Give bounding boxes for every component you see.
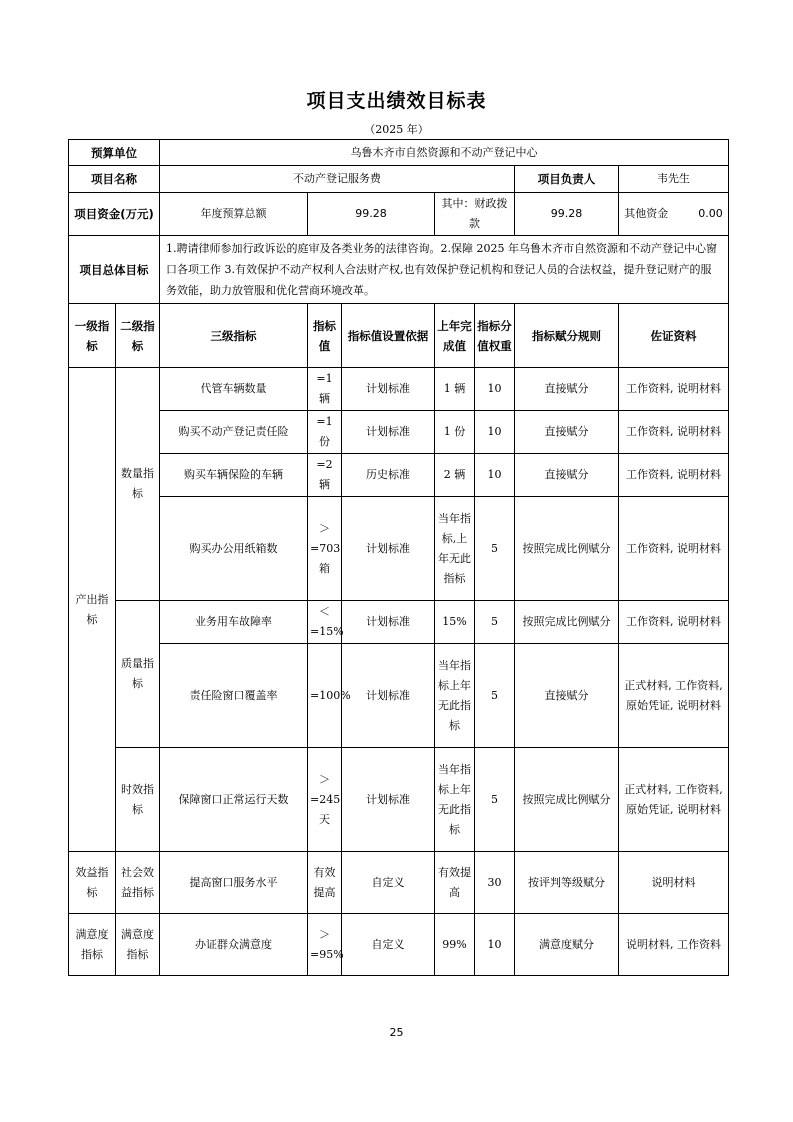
group-benefit: 效益指标 <box>69 852 116 914</box>
indicator-name: 责任险窗口覆盖率 <box>160 644 308 748</box>
other-funds-label: 其他资金 <box>624 207 669 220</box>
indicator-weight: 10 <box>475 454 515 497</box>
project-owner-value: 韦先生 <box>619 166 729 193</box>
indicator-last: 1 辆 <box>435 368 475 411</box>
project-name-value: 不动产登记服务费 <box>160 166 515 193</box>
fiscal-value: 99.28 <box>515 193 619 236</box>
indicator-value: =1 辆 <box>308 368 342 411</box>
group-satisfaction: 满意度指标 <box>69 914 116 976</box>
indicator-name: 购买办公用纸箱数 <box>160 497 308 601</box>
group-timeliness: 时效指标 <box>116 748 160 852</box>
indicator-value: =2 辆 <box>308 454 342 497</box>
indicator-weight: 5 <box>475 497 515 601</box>
indicator-rule: 直接赋分 <box>515 411 619 454</box>
indicator-value: =1 份 <box>308 411 342 454</box>
header-level3: 三级指标 <box>160 304 308 368</box>
indicator-weight: 10 <box>475 411 515 454</box>
indicator-rule: 按照完成比例赋分 <box>515 497 619 601</box>
indicator-evidence: 说明材料, 工作资料 <box>619 914 729 976</box>
indicator-value: ＞=245 天 <box>308 748 342 852</box>
funds-label: 项目资金(万元) <box>69 193 160 236</box>
indicator-rule: 按照完成比例赋分 <box>515 748 619 852</box>
group-social-benefit: 社会效益指标 <box>116 852 160 914</box>
project-owner-label: 项目负责人 <box>515 166 619 193</box>
indicator-weight: 5 <box>475 601 515 644</box>
indicator-name: 保障窗口正常运行天数 <box>160 748 308 852</box>
indicator-evidence: 工作资料, 说明材料 <box>619 368 729 411</box>
overall-goal-label: 项目总体目标 <box>69 236 160 304</box>
indicator-rule: 直接赋分 <box>515 644 619 748</box>
annual-budget-value: 99.28 <box>308 193 435 236</box>
indicator-value: =100% <box>308 644 342 748</box>
fiscal-label: 其中：财政拨款 <box>435 193 515 236</box>
indicator-basis: 计划标准 <box>342 748 435 852</box>
indicator-basis: 计划标准 <box>342 368 435 411</box>
other-funds-amount: 0.00 <box>698 207 723 220</box>
indicator-basis: 计划标准 <box>342 601 435 644</box>
indicator-rule: 直接赋分 <box>515 368 619 411</box>
indicator-basis: 历史标准 <box>342 454 435 497</box>
header-level2: 二级指标 <box>116 304 160 368</box>
page-number: 25 <box>389 1026 404 1039</box>
indicator-name: 购买不动产登记责任险 <box>160 411 308 454</box>
indicator-name: 办证群众满意度 <box>160 914 308 976</box>
overall-goal-text: 1.聘请律师参加行政诉讼的庭审及各类业务的法律咨询。2.保障 2025 年乌鲁木齐市自然资源和不动产登记中心窗口各项工作 3.有效保护不动产权利人合法财产权,也有效保护登记机构和登记人员的合法权益，提升登记财产的服务效能，助力放管服和优化营商环境改革。 <box>160 236 729 304</box>
indicator-last: 1 份 <box>435 411 475 454</box>
indicator-evidence: 工作资料, 说明材料 <box>619 411 729 454</box>
indicator-evidence: 工作资料, 说明材料 <box>619 601 729 644</box>
header-value: 指标值 <box>308 304 342 368</box>
indicator-rule: 按评判等级赋分 <box>515 852 619 914</box>
annual-budget-label: 年度预算总额 <box>160 193 308 236</box>
indicator-name: 代管车辆数量 <box>160 368 308 411</box>
indicator-basis: 自定义 <box>342 914 435 976</box>
indicator-basis: 计划标准 <box>342 411 435 454</box>
other-funds-value <box>619 193 729 236</box>
performance-table <box>68 139 729 976</box>
indicator-name: 购买车辆保险的车辆 <box>160 454 308 497</box>
header-level1: 一级指标 <box>69 304 116 368</box>
indicator-value: 有效提高 <box>308 852 342 914</box>
budget-unit-label: 预算单位 <box>69 140 160 166</box>
indicator-last: 2 辆 <box>435 454 475 497</box>
indicator-value: ＞=703 箱 <box>308 497 342 601</box>
group-satisfaction-sub: 满意度指标 <box>116 914 160 976</box>
header-evidence: 佐证资料 <box>619 304 729 368</box>
budget-unit-value: 乌鲁木齐市自然资源和不动产登记中心 <box>160 140 729 166</box>
indicator-weight: 30 <box>475 852 515 914</box>
indicator-evidence: 正式材料, 工作资料, 原始凭证, 说明材料 <box>619 644 729 748</box>
indicator-weight: 10 <box>475 368 515 411</box>
indicator-evidence: 说明材料 <box>619 852 729 914</box>
indicator-evidence: 工作资料, 说明材料 <box>619 454 729 497</box>
document-title: 项目支出绩效目标表 <box>306 90 487 112</box>
indicator-weight: 5 <box>475 644 515 748</box>
indicator-last: 当年指标,上年无此指标 <box>435 497 475 601</box>
indicator-value: ＜=15% <box>308 601 342 644</box>
indicator-evidence: 工作资料, 说明材料 <box>619 497 729 601</box>
group-quantity: 数量指标 <box>116 368 160 601</box>
indicator-last: 当年指标上年无此指标 <box>435 748 475 852</box>
indicator-value: ＞=95% <box>308 914 342 976</box>
indicator-weight: 5 <box>475 748 515 852</box>
indicator-rule: 直接赋分 <box>515 454 619 497</box>
document-year: （2025 年） <box>364 123 429 136</box>
indicator-rule: 按照完成比例赋分 <box>515 601 619 644</box>
header-rule: 指标赋分规则 <box>515 304 619 368</box>
indicator-basis: 计划标准 <box>342 644 435 748</box>
indicator-basis: 计划标准 <box>342 497 435 601</box>
indicator-evidence: 正式材料, 工作资料, 原始凭证, 说明材料 <box>619 748 729 852</box>
indicator-rule: 满意度赋分 <box>515 914 619 976</box>
indicator-name: 业务用车故障率 <box>160 601 308 644</box>
header-last-year: 上年完成值 <box>435 304 475 368</box>
indicator-name: 提高窗口服务水平 <box>160 852 308 914</box>
header-basis: 指标值设置依据 <box>342 304 435 368</box>
project-name-label: 项目名称 <box>69 166 160 193</box>
indicator-last: 当年指标上年无此指标 <box>435 644 475 748</box>
indicator-basis: 自定义 <box>342 852 435 914</box>
group-quality: 质量指标 <box>116 601 160 748</box>
indicator-last: 有效提高 <box>435 852 475 914</box>
indicator-weight: 10 <box>475 914 515 976</box>
group-output: 产出指标 <box>69 368 116 852</box>
header-weight: 指标分值权重 <box>475 304 515 368</box>
indicator-last: 15% <box>435 601 475 644</box>
indicator-last: 99% <box>435 914 475 976</box>
